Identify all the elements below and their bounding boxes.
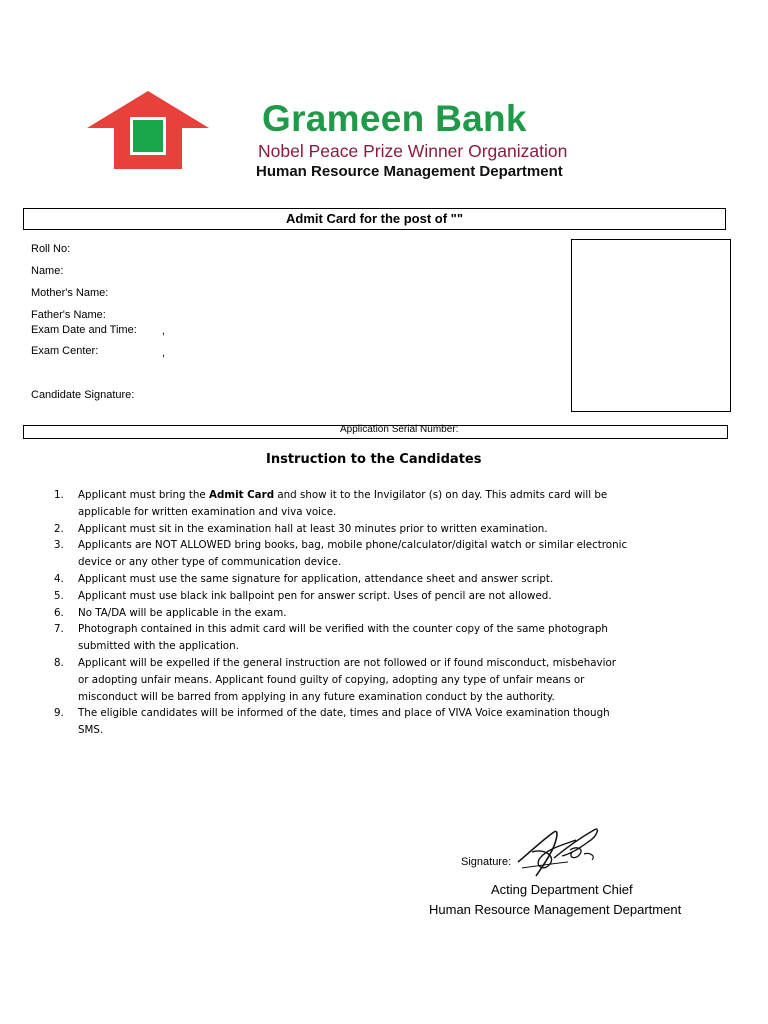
admit-card-title: Admit Card for the post of "" [286, 211, 463, 226]
instruction-item: 8. Applicant will be expelled if the general instruction are not followed or if found misconduct, misbehavior or adopting unfair means. Applicant found guilty of copying, adopting any type of unfair means or misconduct will be barred from applying in any future examination conduct by the authority. [54, 656, 617, 703]
father-name-label: Father's Name: [31, 309, 106, 321]
handwritten-signature-icon [510, 818, 605, 880]
roll-no-label: Roll No: [31, 243, 71, 255]
candidate-signature-label: Candidate Signature: [31, 389, 135, 401]
brand-name: Grameen Bank [262, 98, 527, 139]
instructions-list [48, 487, 628, 739]
instruction-item: 9. The eligible candidates will be informed of the date, times and place of VIVA Voice examination though SMS. [54, 707, 610, 737]
signatory-role: Acting Department Chief [491, 882, 633, 897]
instruction-item: 1. Applicant must bring the Admit Card and show it to the Invigilator (s) on day. This admits card will be applicable for written examination and viva voice. [54, 489, 608, 518]
instruction-item: 2. Applicant must sit in the examination hall at least 30 minutes prior to written examination. [54, 522, 548, 535]
exam-center-comma: , [162, 347, 166, 359]
exam-center-label: Exam Center: [31, 345, 99, 357]
instructions-heading: Instruction to the Candidates [266, 452, 482, 467]
serial-number-label: Application Serial Number: [340, 424, 459, 435]
brand-tagline: Nobel Peace Prize Winner Organization [258, 141, 568, 161]
instruction-item: 7. Photograph contained in this admit card will be verified with the counter copy of the same photograph submitted with the application. [54, 623, 608, 653]
signatory-department: Human Resource Management Department [429, 902, 682, 917]
signature-label: Signature: [461, 856, 512, 868]
instruction-item: 4. Applicant must use the same signature for application, attendance sheet and answer script. [54, 572, 554, 585]
instruction-item: 3. Applicants are NOT ALLOWED bring books, bag, mobile phone/calculator/digital watch or similar electronic device or any other type of communication device. [54, 539, 628, 569]
name-label: Name: [31, 265, 64, 277]
exam-date-time-label: Exam Date and Time: [31, 324, 137, 336]
mother-name-label: Mother's Name: [31, 287, 109, 299]
instruction-item: 5. Applicant must use black ink ballpoint pen for answer script. Uses of pencil are not allowed. [54, 589, 552, 602]
house-arrow-logo [83, 89, 213, 171]
department-title: Human Resource Management Department [256, 163, 563, 180]
exam-date-time-comma: , [162, 325, 166, 337]
instruction-item: 6. No TA/DA will be applicable in the exam. [54, 606, 287, 619]
admit-title-box [23, 208, 726, 230]
photo-box [571, 239, 731, 412]
